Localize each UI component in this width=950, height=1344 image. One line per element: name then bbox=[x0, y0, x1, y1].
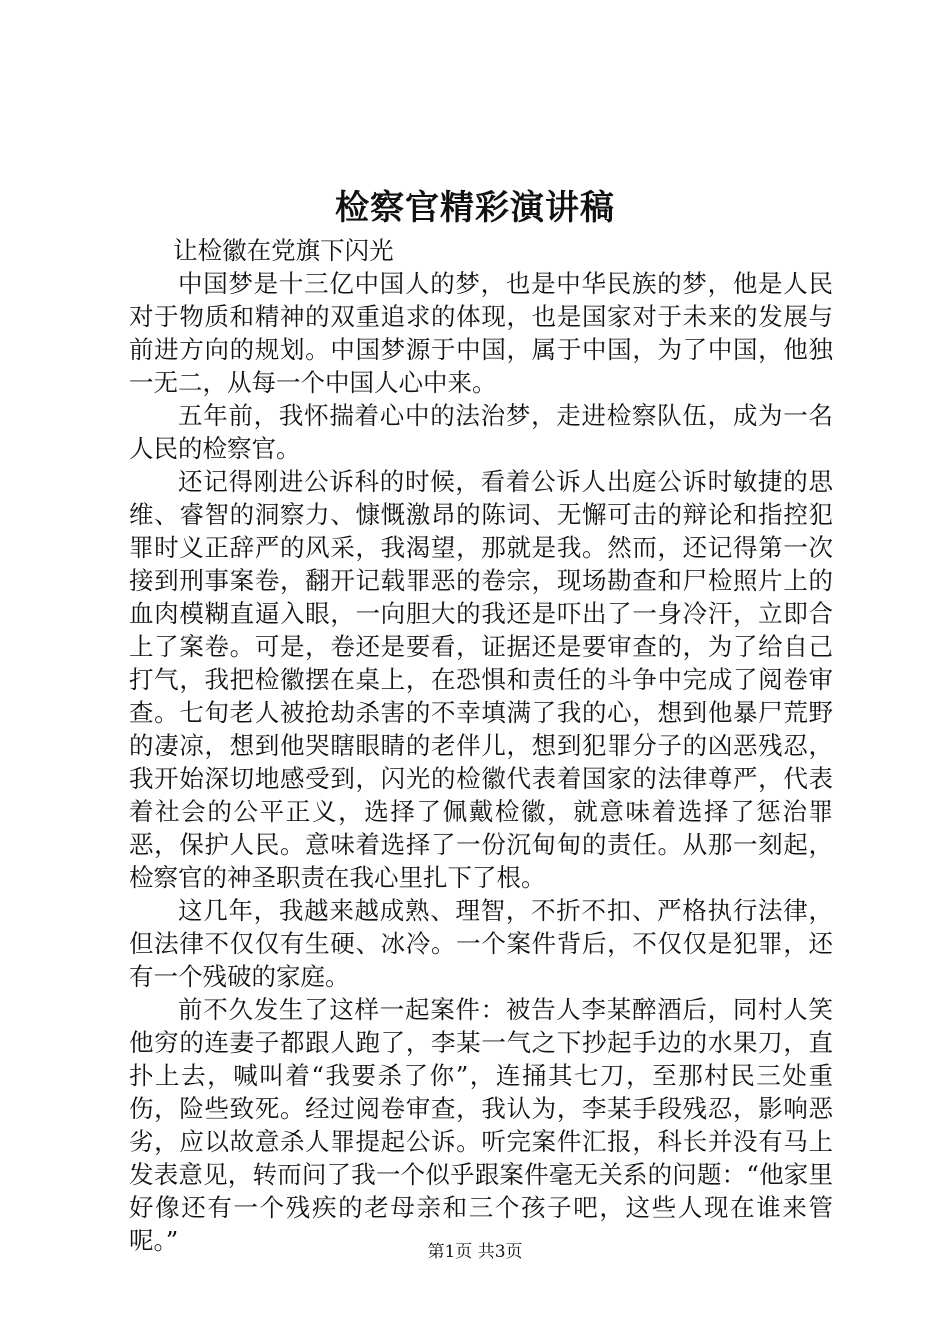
document-title: 检察官精彩演讲稿 bbox=[335, 188, 615, 228]
page-footer: 第1页 共3页 bbox=[427, 1242, 523, 1262]
document-body bbox=[129, 234, 833, 1257]
document-subtitle: 让检徽在党旗下闪光 bbox=[173, 236, 394, 265]
paragraph-5: 前不久发生了这样一起案件：被告人李某醉酒后，同村人笑他穷的连妻子都跟人跑了，李某一气之下抄起手边的水果刀，直扑上去，喊叫着“我要杀了你”，连捅其七刀，至那村民三处重伤，险些致死。经过阅卷审查，我认为，李某手段残忍，影响恶劣，应以故意杀人罪提起公诉。听完案件汇报，科长并没有马上发表意见，转而问了我一个似乎跟案件毫无关系的问题：“他家里好像还有一个残疾的老母亲和三个孩子吧，这些人现在谁来管呢。” bbox=[129, 995, 833, 1255]
paragraph-4: 这几年，我越来越成熟、理智，不折不扣、严格执行法律，但法律不仅仅有生硬、冰冷。一个案件背后，不仅仅是犯罪，还有一个残破的家庭。 bbox=[129, 896, 833, 991]
paragraph-1: 中国梦是十三亿中国人的梦，也是中华民族的梦，他是人民对于物质和精神的双重追求的体现，也是国家对于未来的发展与前进方向的规划。中国梦源于中国，属于中国，为了中国，他独一无二，从每一个中国人心中来。 bbox=[129, 269, 833, 397]
paragraph-2: 五年前，我怀揣着心中的法治梦，走进检察队伍，成为一名人民的检察官。 bbox=[129, 401, 833, 463]
paragraph-3: 还记得刚进公诉科的时候，看着公诉人出庭公诉时敏捷的思维、睿智的洞察力、慷慨激昂的陈词、无懈可击的辩论和指控犯罪时义正辞严的风采，我渴望，那就是我。然而，还记得第一次接到刑事案卷，翻开记载罪恶的卷宗，现场勘查和尸检照片上的血肉模糊直逼入眼，一向胆大的我还是吓出了一身冷汗，立即合上了案卷。可是，卷还是要看，证据还是要审查的，为了给自己打气，我把检徽摆在桌上，在恐惧和责任的斗争中完成了阅卷审查。七旬老人被抢劫杀害的不幸填满了我的心，想到他暴尸荒野的凄凉，想到他哭瞎眼睛的老伴儿，想到犯罪分子的凶恶残忍，我开始深切地感受到，闪光的检徽代表着国家的法律尊严，代表着社会的公平正义，选择了佩戴检徽，就意味着选择了惩治罪恶，保护人民。意味着选择了一份沉甸甸的责任。从那一刻起，检察官的神圣职责在我心里扎下了根。 bbox=[129, 467, 833, 892]
